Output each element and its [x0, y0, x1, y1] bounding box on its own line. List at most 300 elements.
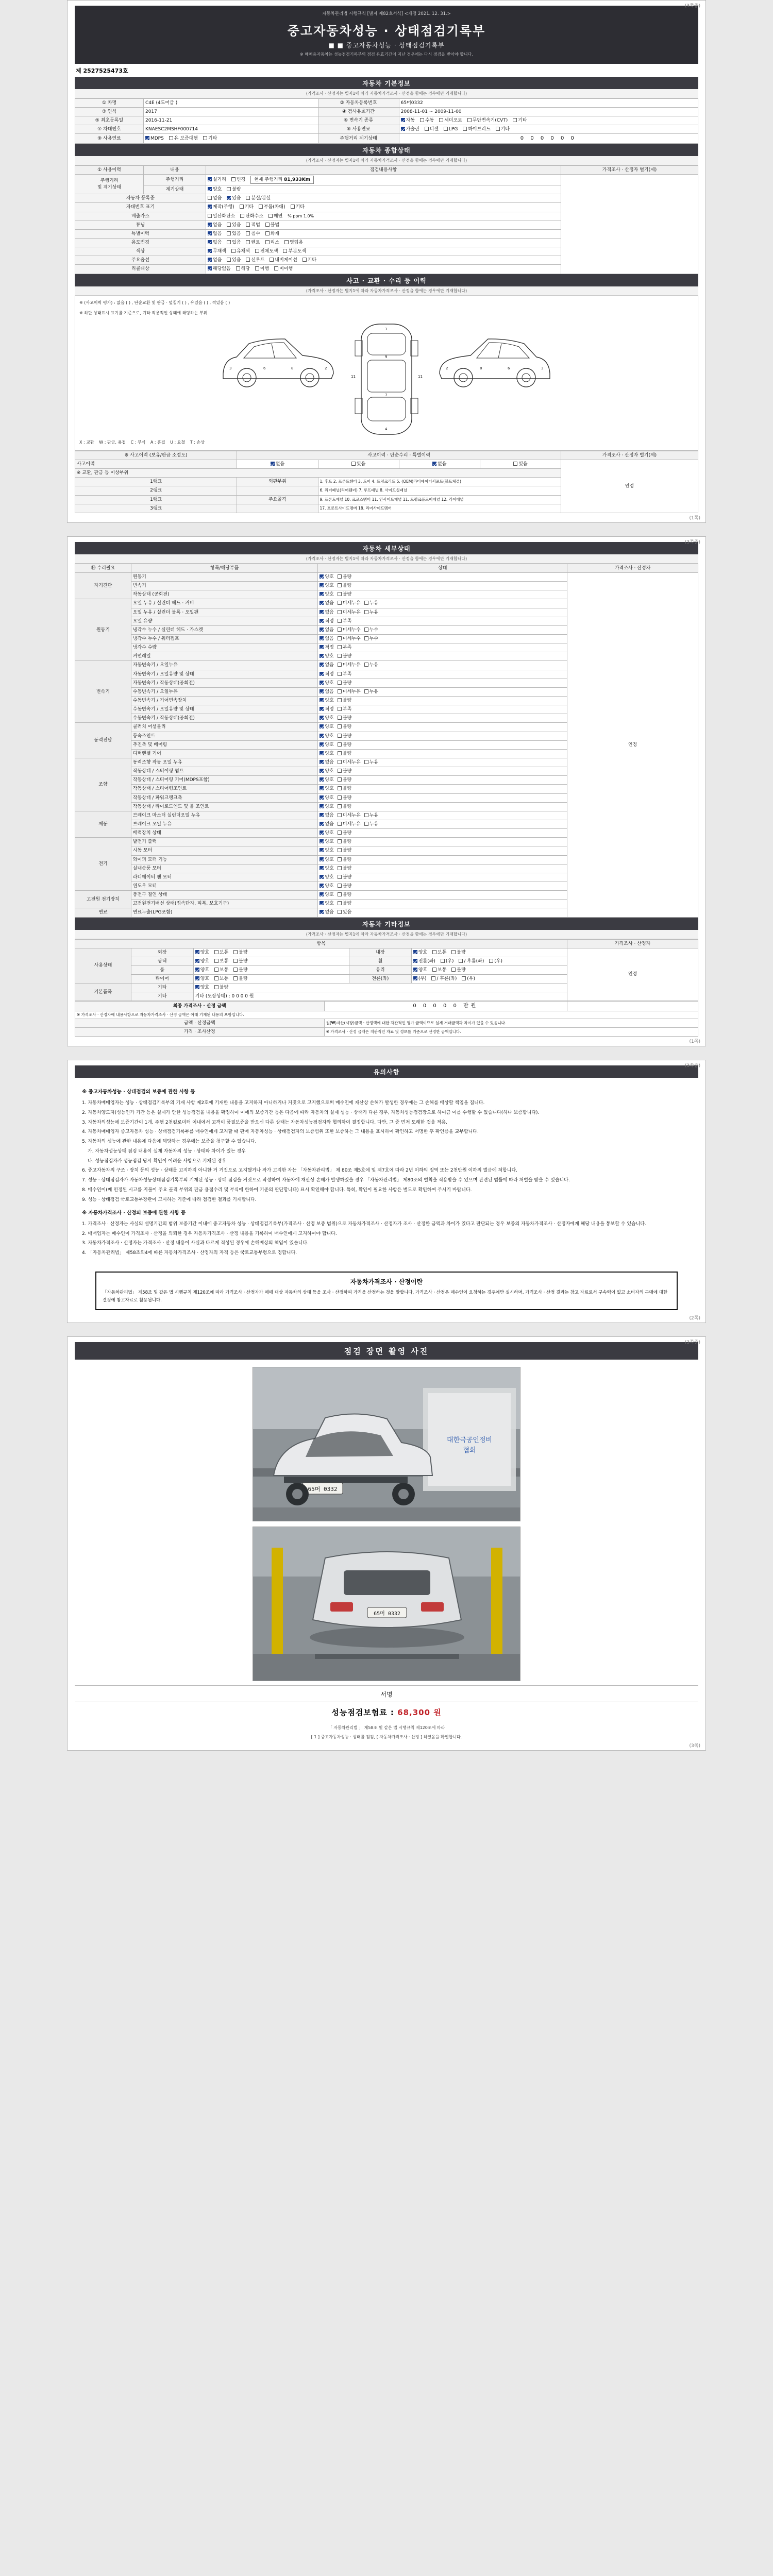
detail-option[interactable]: 불량	[338, 883, 351, 889]
detail-option[interactable]: 누수	[364, 627, 378, 633]
detail-item-options	[318, 714, 567, 723]
checkbox-icon[interactable]	[320, 610, 324, 614]
detail-option[interactable]: 불량	[338, 751, 351, 757]
detail-option[interactable]: 없음	[320, 909, 333, 916]
opt-tire-rl[interactable]: / 후륜(좌)	[431, 976, 457, 982]
detail-option[interactable]: 불량	[338, 733, 351, 739]
car-name-label: ① 차명	[75, 98, 144, 107]
detail-option[interactable]: 부족	[338, 645, 351, 651]
checkbox-icon[interactable]	[338, 822, 342, 826]
opt-rent[interactable]: 렌트	[246, 240, 260, 246]
checkbox-icon[interactable]	[338, 601, 342, 605]
detail-option[interactable]: 불량	[338, 715, 351, 721]
svg-text:1: 1	[385, 327, 388, 332]
detail-option[interactable]: 양호	[320, 857, 333, 863]
checkbox-icon[interactable]	[338, 848, 342, 852]
opt-real-distance[interactable]: 실거리	[208, 177, 226, 183]
detail-option[interactable]: 양호	[320, 786, 333, 792]
notice-item: 8. 매수인이(매 인정된 시고를 지불이 주요 골격 부위의 판금 용접수리 및 부식에 한하여 기준의 판단합니다) 표시 확인해야 합니다. 특히, 확인이 필요한 사항은 별도로 확인하여 주시기 바랍니다.	[82, 1187, 472, 1193]
detail-option[interactable]: 불량	[338, 724, 351, 730]
opt-simple-none[interactable]: 없음	[399, 460, 480, 469]
opt-diesel[interactable]: 디젤	[425, 126, 439, 132]
detail-option[interactable]: 미세누유	[338, 812, 361, 819]
detail-option[interactable]: 불량	[338, 857, 351, 863]
detail-option[interactable]: 불량	[338, 777, 351, 783]
checkbox-icon[interactable]	[320, 866, 324, 870]
detail-option[interactable]: 없음	[320, 636, 333, 642]
detail-option[interactable]: 불량	[338, 901, 351, 907]
detail-option[interactable]: 불량	[338, 795, 351, 801]
detail-option[interactable]: 양호	[320, 653, 333, 659]
detail-option[interactable]: 미세누수	[338, 636, 361, 642]
engine-type-label: ⑨ 사용연료	[75, 134, 144, 144]
checkbox-icon[interactable]	[338, 813, 342, 817]
checkbox-icon[interactable]	[338, 681, 342, 685]
checkbox-icon[interactable]	[320, 734, 324, 738]
opt-fuel-etc[interactable]: 기타	[496, 126, 510, 132]
detail-option[interactable]: 없음	[320, 662, 333, 668]
checkbox-icon[interactable]	[338, 654, 342, 658]
opt-hybrid[interactable]: 하이브리드	[463, 126, 490, 132]
opt-vin-etc[interactable]: 기타	[240, 204, 254, 210]
detail-group-label: 조향	[75, 758, 131, 811]
detail-option[interactable]: 불량	[338, 830, 351, 836]
detail-option[interactable]: 불량	[338, 591, 351, 598]
opt-special-yes[interactable]: 있음	[227, 231, 241, 237]
mileage-label: 주행거리 계기상태	[318, 134, 399, 144]
checkbox-icon[interactable]	[338, 751, 342, 755]
detail-option[interactable]: 불량	[338, 742, 351, 748]
detail-item-label: 윈도우 모터	[131, 882, 318, 890]
opt-gauge-bad[interactable]: 불량	[227, 187, 241, 193]
opt-polish-normal[interactable]: 보통	[214, 958, 228, 964]
opt-tire-fl[interactable]: (우)	[413, 976, 427, 982]
detail-option[interactable]: 없음	[320, 759, 333, 766]
detail-item-label: 라디에이터 팬 모터	[131, 873, 318, 882]
opt-changed-distance[interactable]: 변경	[231, 177, 245, 183]
opt-options-yes[interactable]: 있음	[227, 257, 241, 263]
detail-option[interactable]: 부족	[338, 671, 351, 677]
detail-option[interactable]: 양호	[320, 795, 333, 801]
detail-option[interactable]: 없음	[320, 689, 333, 695]
detail-option[interactable]: 없음	[320, 627, 333, 633]
opt-manual[interactable]: 수동	[420, 117, 434, 124]
checkbox-icon[interactable]	[338, 795, 342, 800]
checkbox-icon[interactable]	[320, 795, 324, 800]
checkbox-icon[interactable]	[338, 857, 342, 861]
checkbox-icon[interactable]	[320, 848, 324, 852]
detail-option[interactable]: 부족	[338, 706, 351, 713]
opt-glass-good[interactable]: 양호	[413, 967, 427, 973]
checkbox-icon[interactable]	[320, 574, 324, 579]
detail-option[interactable]: 불량	[338, 804, 351, 810]
checkbox-icon[interactable]	[338, 724, 342, 728]
opt-gauge-good[interactable]: 양호	[208, 187, 222, 193]
notice-item: 3. 자동차의성능에 보증기간이 1개, 주행 2천킬로미터 이내에서 고객이 품질보증을 받으신 다른 상태는 자동차성능점검자와 협의하여 결정합니다. 다만, 그 중 먼저 도래한 것을 적용.	[82, 1120, 447, 1125]
detail-item-label: 냉각수 누수 / 워터펌프	[131, 635, 318, 643]
detail-option[interactable]: 양호	[320, 583, 333, 589]
checkbox-icon[interactable]	[338, 663, 342, 667]
detail-option[interactable]: 미세누수	[338, 627, 361, 633]
detail-option[interactable]: 양호	[320, 768, 333, 774]
checkbox-icon[interactable]	[364, 601, 368, 605]
checkbox-icon[interactable]	[338, 645, 342, 649]
checkbox-icon[interactable]	[338, 760, 342, 764]
checkbox-icon[interactable]	[320, 636, 324, 640]
detail-option[interactable]: 불량	[338, 768, 351, 774]
detail-option[interactable]: 양호	[320, 777, 333, 783]
opt-part-paint[interactable]: 부분도색	[283, 248, 306, 255]
detail-option[interactable]: 누유	[364, 689, 378, 695]
opt-recall-done[interactable]: 이행	[255, 266, 269, 272]
detail-option[interactable]: 양호	[320, 804, 333, 810]
detail-option[interactable]: 있음	[338, 909, 351, 916]
detail-option[interactable]: 누유	[364, 812, 378, 819]
checkbox-icon[interactable]	[338, 636, 342, 640]
detail-item-options	[318, 882, 567, 890]
detail-option[interactable]: 양호	[320, 839, 333, 845]
detail-option[interactable]: 양호	[320, 574, 333, 580]
opt-regcert-none[interactable]: 없음	[208, 195, 222, 201]
detail-option[interactable]: 양호	[320, 830, 333, 836]
opt-usechange-none[interactable]: 없음	[208, 240, 222, 246]
accident-history-head-appraiser: 가격조사 · 산정자 별기(제)	[561, 451, 698, 460]
checkbox-icon[interactable]	[320, 716, 324, 720]
detail-option[interactable]: 적정	[320, 645, 333, 651]
detail-option[interactable]: 미세누유	[338, 759, 361, 766]
checkbox-icon[interactable]	[338, 672, 342, 676]
opt-etc3[interactable]: 기타	[203, 135, 217, 142]
checkbox-icon[interactable]	[320, 698, 324, 702]
detail-option[interactable]: 누유	[364, 759, 378, 766]
detail-option[interactable]: 불량	[338, 698, 351, 704]
checkbox-icon[interactable]	[320, 681, 324, 685]
checkbox-icon[interactable]	[320, 875, 324, 879]
opt-wheel-fr[interactable]: (우)	[441, 958, 454, 964]
opt-business[interactable]: 영업용	[284, 240, 303, 246]
opt-misc-good[interactable]: 양호	[195, 985, 209, 991]
row-recall-label: 리콜대상	[75, 265, 206, 274]
detail-option[interactable]: 부족	[338, 618, 351, 624]
checkbox-icon[interactable]	[338, 707, 342, 711]
opt-navigation[interactable]: 내비게이션	[270, 257, 297, 263]
opt-room-bad[interactable]: 불량	[233, 967, 247, 973]
checkbox-icon[interactable]	[338, 574, 342, 579]
checkbox-icon[interactable]	[320, 619, 324, 623]
checkbox-icon[interactable]	[338, 769, 342, 773]
detail-option[interactable]: 양호	[320, 742, 333, 748]
opt-recall-na[interactable]: 해당없음	[208, 266, 231, 272]
checkbox-icon[interactable]	[320, 592, 324, 596]
page-tag-top: (3쪽중)	[684, 4, 700, 9]
checkbox-icon[interactable]	[338, 698, 342, 702]
page-tag-bottom: (1쪽)	[689, 515, 700, 521]
opt-room-normal[interactable]: 보통	[214, 967, 228, 973]
opt-special-none[interactable]: 없음	[208, 231, 222, 237]
final-price-label: 최종 가격조사 · 산정 금액	[75, 1002, 325, 1011]
opt-ext-good[interactable]: 양호	[195, 950, 209, 956]
detail-option[interactable]: 누유	[364, 609, 378, 616]
detail-option[interactable]: 양호	[320, 866, 333, 872]
checkbox-icon[interactable]	[320, 583, 324, 587]
detail-option[interactable]: 적정	[320, 618, 333, 624]
checkbox-icon[interactable]	[338, 610, 342, 614]
opt-ext-bad[interactable]: 불량	[233, 950, 247, 956]
opt-etc2[interactable]: 유 보증대행	[169, 135, 198, 142]
definition-box-title: 자동차가격조사 · 산정이란	[350, 1278, 423, 1285]
checkbox-icon[interactable]	[338, 716, 342, 720]
checkbox-icon[interactable]	[364, 628, 368, 632]
checkbox-icon[interactable]	[338, 742, 342, 747]
row-color-label: 색상	[75, 247, 206, 256]
inspection-fee-value: 68,300 원	[397, 1708, 442, 1718]
opt-accident-yes[interactable]: 있음	[318, 460, 399, 469]
detail-option[interactable]: 없음	[320, 812, 333, 819]
checkbox-icon[interactable]	[320, 813, 324, 817]
checkbox-icon[interactable]	[338, 831, 342, 835]
detail-option[interactable]: 양호	[320, 733, 333, 739]
table-row	[75, 460, 698, 469]
first-reg-label: ⑤ 최초등록일	[75, 116, 144, 125]
opt-tuning-legal[interactable]: 적법	[246, 222, 260, 228]
detail-option[interactable]: 미세누유	[338, 609, 361, 616]
checkbox-icon[interactable]	[364, 760, 368, 764]
checkbox-icon[interactable]	[338, 901, 342, 905]
opt-room-good[interactable]: 양호	[195, 967, 209, 973]
opt-lpg[interactable]: LPG	[444, 126, 458, 132]
tire-label: 타이어	[131, 975, 193, 984]
detail-option[interactable]: 누유	[364, 662, 378, 668]
opt-auto[interactable]: 자동	[401, 117, 415, 124]
checkbox-icon[interactable]	[320, 839, 324, 843]
opt-tuning-yes[interactable]: 있음	[227, 222, 241, 228]
checkbox-icon[interactable]	[338, 804, 342, 808]
col-detail: 점검내용사항	[206, 165, 561, 174]
opt-vin-other[interactable]: 기타	[291, 204, 305, 210]
detail-item-options	[318, 590, 567, 599]
opt-tire-rr[interactable]: (우)	[462, 976, 475, 982]
opt-vin-ok[interactable]: 제작(주행)	[208, 204, 234, 210]
detail-item-label: 클러치 어셈블리	[131, 723, 318, 732]
detail-option[interactable]: 불량	[338, 892, 351, 898]
opt-tuning-none[interactable]: 없음	[208, 222, 222, 228]
opt-wheel-rr[interactable]: (우)	[489, 958, 502, 964]
opt-smoke[interactable]: 매연	[268, 213, 282, 219]
detail-option[interactable]: 없음	[320, 609, 333, 616]
checkbox-icon[interactable]	[364, 663, 368, 667]
detail-option[interactable]: 양호	[320, 715, 333, 721]
opt-int-bad[interactable]: 불량	[451, 950, 465, 956]
checkbox-icon[interactable]	[320, 672, 324, 676]
detail-option[interactable]: 양호	[320, 892, 333, 898]
detail-option[interactable]: 미세누유	[338, 821, 361, 827]
detail-option[interactable]: 양호	[320, 883, 333, 889]
detail-option[interactable]: 양호	[320, 591, 333, 598]
checkbox-icon[interactable]	[320, 804, 324, 808]
detail-item-options	[318, 652, 567, 661]
opt-cvt[interactable]: 무단변속기(CVT)	[467, 117, 508, 124]
checkbox-icon[interactable]	[320, 786, 324, 790]
opt-flood[interactable]: 침수	[246, 231, 260, 237]
detail-option[interactable]: 양호	[320, 751, 333, 757]
checkbox-icon[interactable]	[338, 689, 342, 693]
opt-hc[interactable]: 탄화수소	[240, 213, 263, 219]
opt-gasoline[interactable]: 가솔린	[401, 126, 419, 132]
checkbox-icon[interactable]	[338, 839, 342, 843]
detail-item-label: 작동상태 (공회전)	[131, 590, 318, 599]
opt-glass-bad[interactable]: 불량	[451, 967, 465, 973]
detail-option[interactable]: 양호	[320, 874, 333, 880]
detail-option[interactable]: 불량	[338, 680, 351, 686]
checkbox-icon[interactable]	[320, 751, 324, 755]
checkbox-icon[interactable]	[338, 628, 342, 632]
detail-option[interactable]: 양호	[320, 680, 333, 686]
checkbox-icon[interactable]	[338, 910, 342, 914]
detail-option[interactable]: 양호	[320, 698, 333, 704]
detail-option[interactable]: 불량	[338, 786, 351, 792]
checkbox-icon[interactable]	[364, 689, 368, 693]
checkbox-icon[interactable]	[338, 875, 342, 879]
opt-polish-bad[interactable]: 불량	[233, 958, 247, 964]
checkbox-icon[interactable]	[320, 884, 324, 888]
ext-opts	[193, 948, 349, 957]
detail-option[interactable]: 누유	[364, 821, 378, 827]
opt-regcert-lost[interactable]: 분실/분실	[246, 195, 271, 201]
opt-options-none[interactable]: 없음	[208, 257, 222, 263]
detail-option[interactable]: 불량	[338, 839, 351, 845]
detail-option[interactable]: 누수	[364, 636, 378, 642]
checkbox-icon[interactable]	[320, 760, 324, 764]
opt-achromatic[interactable]: 무채색	[208, 248, 226, 255]
checkbox-icon[interactable]	[338, 592, 342, 596]
checkbox-icon[interactable]	[320, 769, 324, 773]
opt-int-normal[interactable]: 보통	[432, 950, 446, 956]
opt-co[interactable]: 일산화탄소	[208, 213, 235, 219]
opt-int-good[interactable]: 양호	[413, 950, 427, 956]
page-4	[67, 1336, 706, 1750]
checkbox-icon[interactable]	[320, 831, 324, 835]
opt-simple-yes[interactable]: 있음	[480, 460, 561, 469]
checkbox-icon[interactable]	[364, 813, 368, 817]
detail-option[interactable]: 불량	[338, 583, 351, 589]
opt-tire-normal[interactable]: 보통	[214, 976, 228, 982]
checkbox-icon[interactable]	[338, 866, 342, 870]
checkbox-icon[interactable]	[338, 777, 342, 782]
base-items-label: 기본품목	[75, 984, 131, 1001]
svg-text:3: 3	[541, 366, 544, 371]
checkbox-icon[interactable]	[320, 892, 324, 896]
opt-accident-none[interactable]: 없음	[237, 460, 318, 469]
checkbox-icon[interactable]	[320, 601, 324, 605]
opt-ext-normal[interactable]: 보통	[214, 950, 228, 956]
opt-chromatic[interactable]: 유채색	[231, 248, 250, 255]
checkbox-icon[interactable]	[364, 636, 368, 640]
opt-sunroof[interactable]: 선루프	[246, 257, 264, 263]
opt-glass-normal[interactable]: 보통	[432, 967, 446, 973]
opt-misc-bad[interactable]: 불량	[214, 985, 228, 991]
polish-opts	[193, 957, 349, 965]
checkbox-icon[interactable]	[320, 822, 324, 826]
checkbox-icon[interactable]	[338, 583, 342, 587]
opt-tire-good[interactable]: 양호	[195, 976, 209, 982]
detail-option[interactable]: 불량	[338, 653, 351, 659]
opt-tuning-illegal[interactable]: 불법	[265, 222, 279, 228]
checkbox-icon[interactable]	[320, 654, 324, 658]
checkbox-icon[interactable]	[338, 734, 342, 738]
checkbox-icon[interactable]	[364, 822, 368, 826]
detail-option[interactable]: 불량	[338, 848, 351, 854]
opt-fire[interactable]: 화재	[265, 231, 279, 237]
detail-option[interactable]: 양호	[320, 724, 333, 730]
checkbox-icon[interactable]	[338, 892, 342, 896]
svg-text:2: 2	[446, 366, 448, 371]
opt-full-paint[interactable]: 전체도색	[255, 248, 278, 255]
opt-wheel-fl[interactable]: 전륜(좌)	[413, 958, 435, 964]
checkbox-icon[interactable]	[338, 884, 342, 888]
checkbox-icon[interactable]	[320, 628, 324, 632]
detail-option[interactable]: 양호	[320, 848, 333, 854]
photo-list	[75, 1360, 698, 1685]
detail-option[interactable]: 미세누유	[338, 662, 361, 668]
opt-tire-bad[interactable]: 불량	[233, 976, 247, 982]
opt-recall-yes[interactable]: 해당	[236, 266, 250, 272]
page2-tag-top: (3쪽중)	[684, 539, 700, 545]
detail-option[interactable]: 양호	[320, 901, 333, 907]
opt-usechange-yes[interactable]: 있음	[227, 240, 241, 246]
checkbox-icon[interactable]	[320, 689, 324, 693]
definition-box-body: 「자동차관리법」 제58조 및 같은 법 시행규칙 제120조에 따라 가격조사 · 산정자가 매매 대상 자동차의 상태 등을 조사 · 산정하여 가격을 산정하는 것을 말합니다. 가격조사 · 산정은 매수인이 요청하는 경우에만 실시하며, 가격조사 · 산정 결과는 참고 자료로서 구속력이 없고 소비자의 구매에 대한 결정에 참고자료로 활용됩니다.	[103, 1290, 668, 1303]
checkbox-icon[interactable]	[320, 645, 324, 649]
opt-recall-notdone[interactable]: 미이행	[274, 266, 293, 272]
checkbox-icon[interactable]	[320, 663, 324, 667]
table-row	[75, 1002, 698, 1011]
checkbox-icon[interactable]	[320, 742, 324, 747]
checkbox-icon[interactable]	[320, 707, 324, 711]
checkbox-icon[interactable]	[320, 910, 324, 914]
detail-option[interactable]: 미세누유	[338, 600, 361, 606]
detail-option[interactable]: 누유	[364, 600, 378, 606]
parts-text-3: 9. 프론트패널 10. 크로스멤버 11. 인사이드패널 11. 트렁크플로어패널 12. 리어패널	[318, 495, 561, 504]
detail-option[interactable]: 미세누유	[338, 689, 361, 695]
detail-option[interactable]: 적정	[320, 671, 333, 677]
checkbox-icon[interactable]	[338, 786, 342, 790]
opt-options-etc[interactable]: 기타	[303, 257, 316, 263]
detail-option[interactable]: 없음	[320, 821, 333, 827]
opt-wheel-rl[interactable]: / 후륜(좌)	[459, 958, 484, 964]
row-usechange-label: 용도변경	[75, 238, 206, 247]
detail-option[interactable]: 불량	[338, 874, 351, 880]
opt-semiauto[interactable]: 세미오토	[439, 117, 462, 124]
detail-item-options	[318, 864, 567, 873]
detail-option[interactable]: 없음	[320, 600, 333, 606]
checkbox-icon[interactable]	[320, 777, 324, 782]
opt-vin-part[interactable]: 부품(차대)	[259, 204, 285, 210]
checkbox-icon[interactable]	[320, 857, 324, 861]
checkbox-icon[interactable]	[320, 901, 324, 905]
checkbox-icon[interactable]	[364, 610, 368, 614]
checkbox-icon[interactable]	[338, 619, 342, 623]
opt-lease[interactable]: 리스	[265, 240, 279, 246]
opt-etc[interactable]: 기타	[513, 117, 527, 124]
opt-regcert-yes[interactable]: 있음	[227, 195, 241, 201]
detail-option[interactable]: 적정	[320, 706, 333, 713]
detail-option[interactable]: 불량	[338, 866, 351, 872]
opt-mdps[interactable]: MDPS	[145, 135, 164, 142]
opt-polish-good[interactable]: 양호	[195, 958, 209, 964]
checkbox-icon[interactable]	[320, 724, 324, 728]
notice-item: 1. 자동차매매업자는 성능 · 상태점검기록부의 기재 사항 제2호에 기재한 내용을 고지하지 아니하거나 거짓으로 고지했으로써 매수인에 재산상 손해가 발생한 경우에는 그 손해를 배상할 책임을 집니다.	[82, 1100, 485, 1106]
detail-option[interactable]: 불량	[338, 574, 351, 580]
